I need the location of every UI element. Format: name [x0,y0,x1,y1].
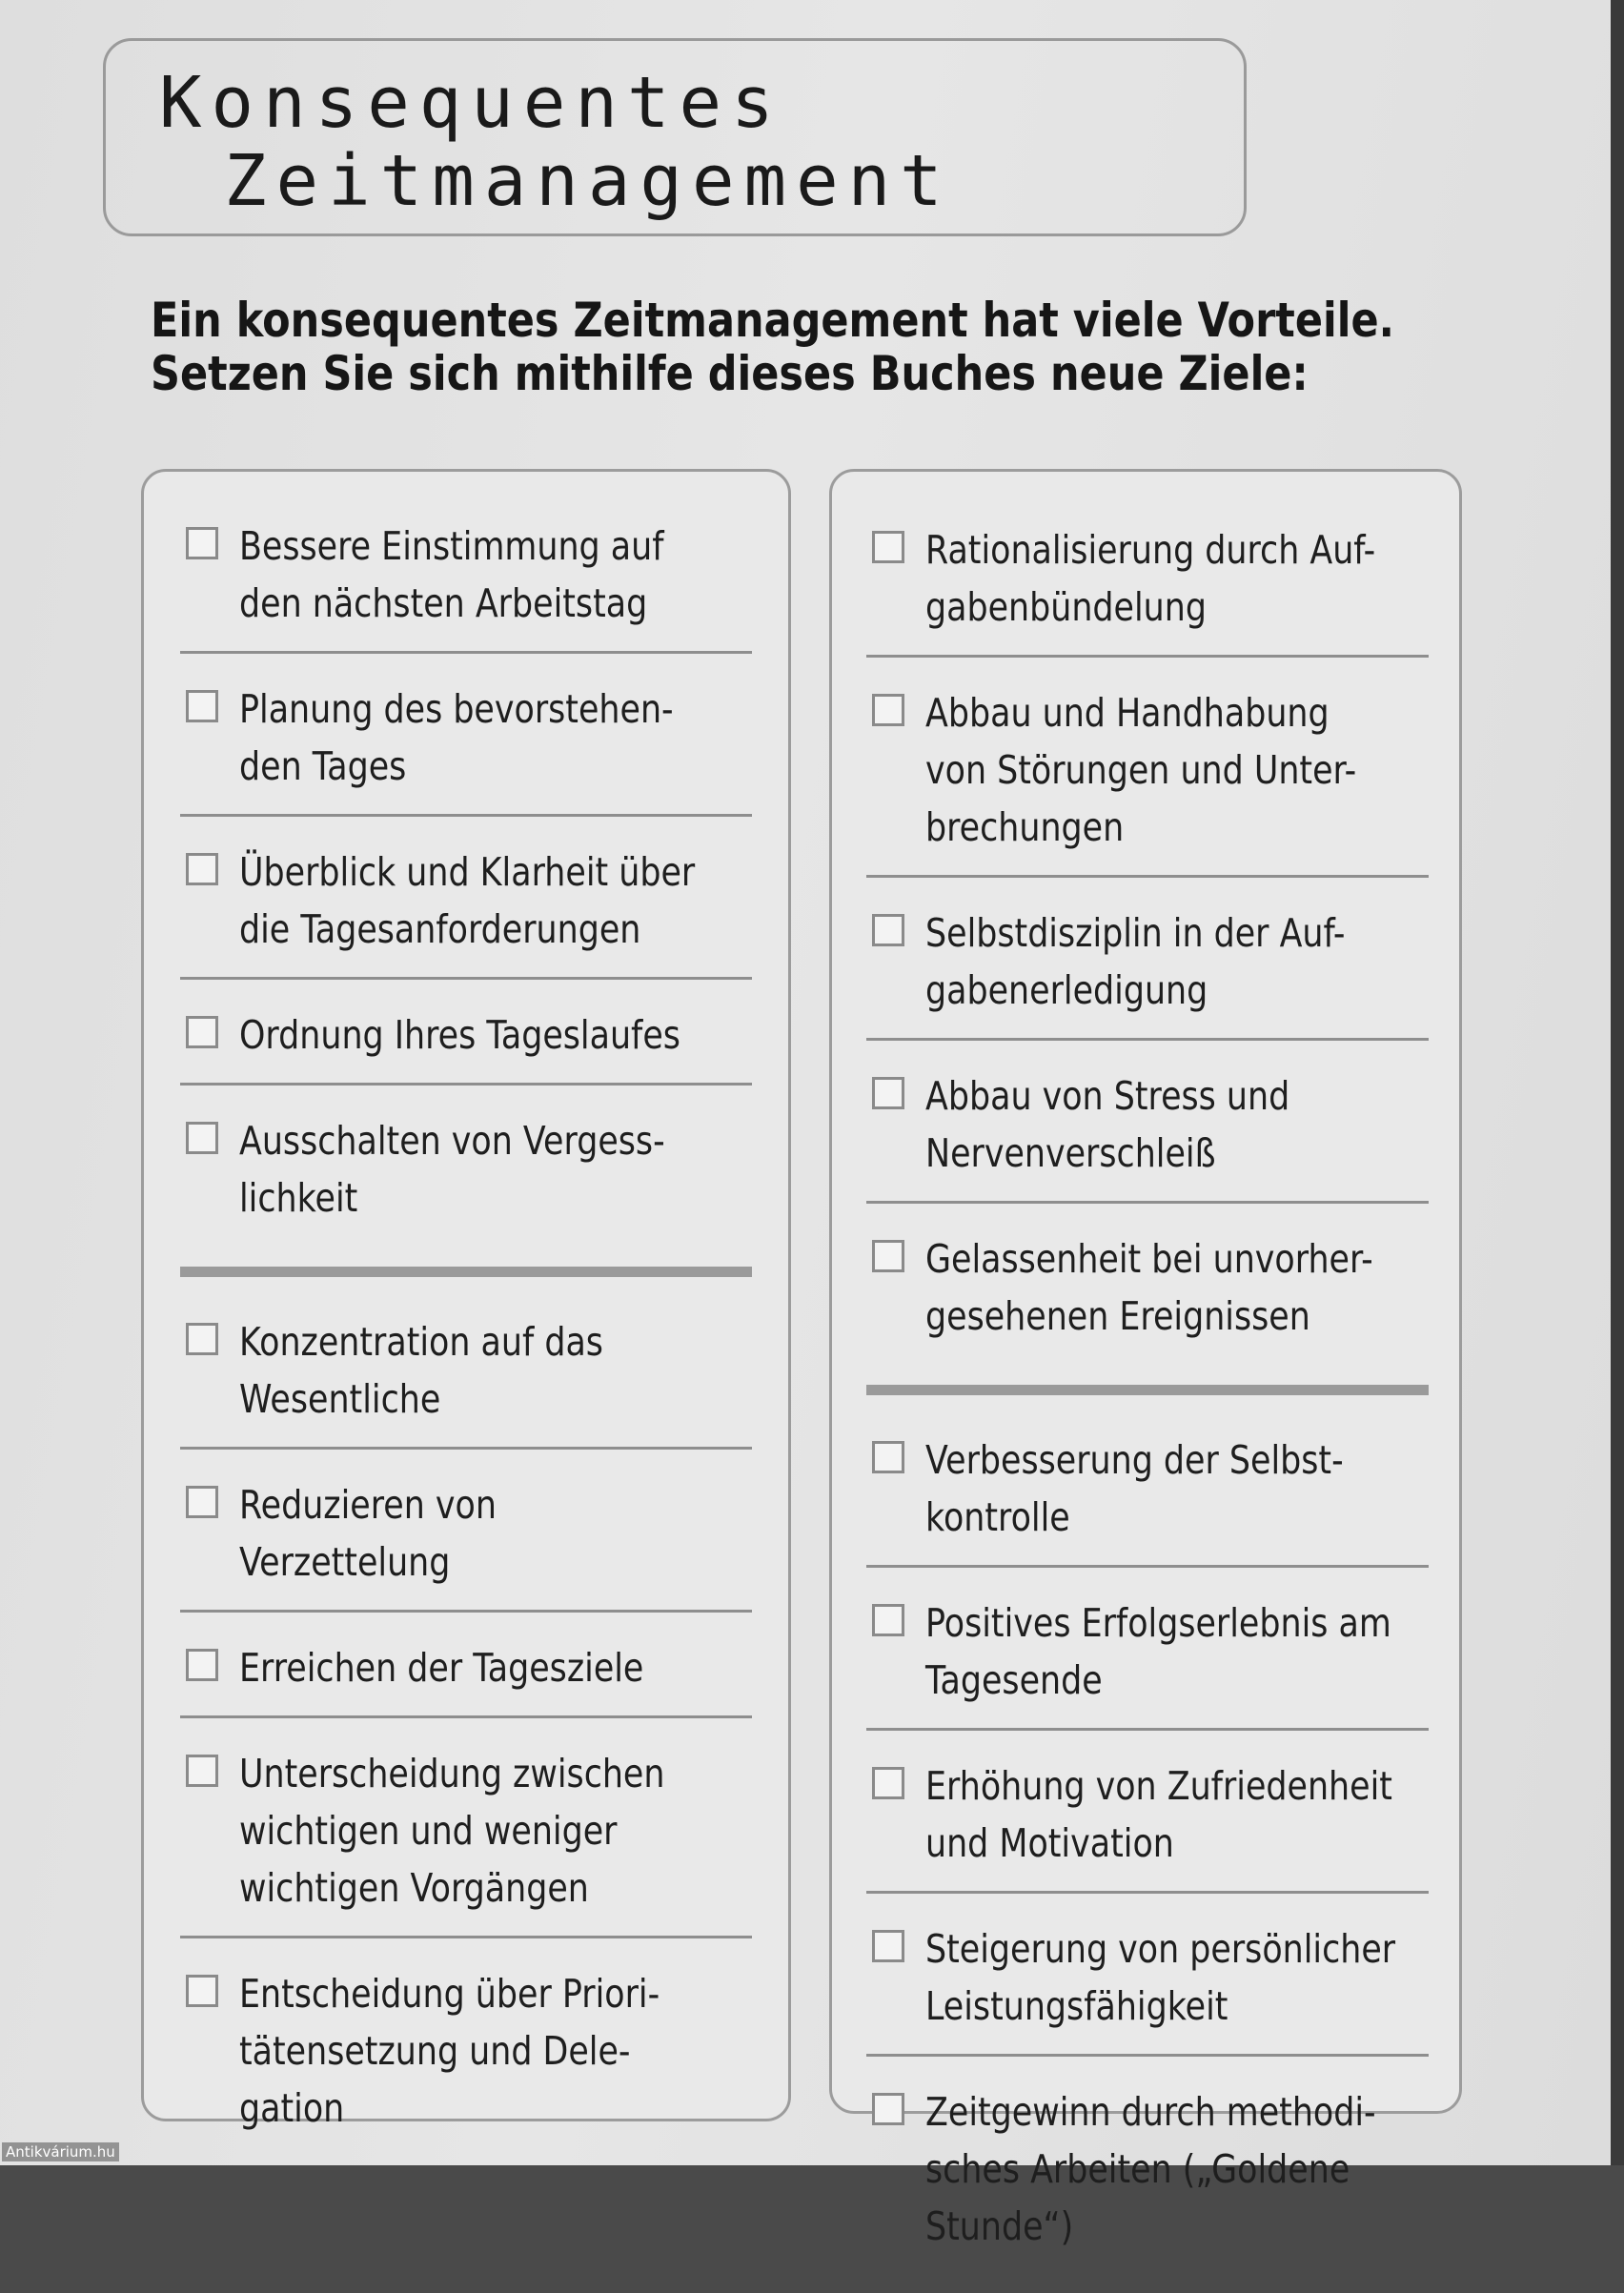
watermark: Antikvárium.hu [2,2142,119,2161]
checkbox[interactable] [186,853,218,885]
checkbox[interactable] [872,1930,904,1962]
checklist-item [180,1737,752,1938]
checklist-item-label: Entscheidung über Priori- tätensetzung und Dele- gation [239,1971,660,2131]
group-divider [866,1385,1429,1395]
checkbox[interactable] [872,1604,904,1636]
checklist-item [180,1105,752,1246]
checklist-item [180,1469,752,1613]
checklist-item-label: Unterscheidung zwischen wichtigen und weniger wichtigen Vorgängen [239,1751,665,1911]
checklist-item [180,836,752,980]
checklist-item-label: Ordnung Ihres Tageslaufes [239,1012,680,1058]
checklist-item-label: Bessere Einstimmung auf den nächsten Arbeitstag [239,523,664,626]
checklist-item-label: Zeitgewinn durch methodi- sches Arbeiten („Goldene Stunde“) [925,2089,1376,2249]
checkbox[interactable] [186,1323,218,1355]
checklist-item-label: Abbau und Handhabung von Störungen und Unter- brechungen [925,690,1357,850]
checkbox[interactable] [872,1767,904,1799]
checklist-item [866,1223,1429,1364]
group-divider [180,1267,752,1277]
checklist-item [180,510,752,654]
checkbox[interactable] [186,1975,218,2007]
checkbox[interactable] [186,527,218,559]
checklist-item [180,1958,752,2156]
checklist-item-label: Erreichen der Tagesziele [239,1645,644,1691]
checklist-item [866,1587,1429,1731]
checklist-item-label: Erhöhung von Zufriedenheit und Motivation [925,1763,1392,1866]
right-group-2 [866,1424,1429,2274]
checkbox[interactable] [872,1441,904,1473]
title-line-1: Konsequentes [159,62,783,144]
checkbox[interactable] [186,1755,218,1787]
right-group-1 [866,514,1429,1364]
right-checklist [866,514,1429,2293]
checklist-item [866,2076,1429,2274]
checklist-item-label: Planung des bevorstehen- den Tages [239,686,674,789]
left-group-1 [180,510,752,1246]
checklist-item [180,999,752,1086]
checklist-item [180,1632,752,1718]
checklist-item [866,1424,1429,1568]
checkbox[interactable] [872,1240,904,1272]
checkbox[interactable] [186,1016,218,1048]
checklist-item-label: Überblick und Klarheit über die Tagesanforderungen [239,849,696,952]
checklist-item-label: Verbesserung der Selbst- kontrolle [925,1437,1344,1540]
checkbox[interactable] [872,2093,904,2125]
checkbox[interactable] [186,1486,218,1518]
checklist-item [866,1750,1429,1894]
checklist-item-label: Rationalisierung durch Auf- gabenbündelung [925,527,1376,630]
left-checklist-panel [141,469,791,2131]
checklist-item-label: Reduzieren von Verzettelung [239,1482,497,1585]
checklist-item [866,1913,1429,2057]
checklist-item-label: Abbau von Stress und Nervenverschleiß [925,1073,1290,1176]
checklist-item [866,677,1429,878]
checkbox[interactable] [186,690,218,722]
checkbox[interactable] [186,1649,218,1681]
left-group-2 [180,1306,752,2156]
checkbox[interactable] [872,531,904,563]
left-checklist [180,510,752,2175]
checklist-item-label: Selbstdisziplin in der Auf- gabenerledigung [925,910,1346,1013]
checklist-item [866,514,1429,658]
checklist-item-label: Konzentration auf das Wesentliche [239,1319,603,1422]
checkbox[interactable] [872,1077,904,1109]
checklist-item [180,1306,752,1450]
checkbox[interactable] [186,1122,218,1154]
title-box [103,38,1247,236]
intro-text [151,293,1394,401]
right-checklist-panel [829,469,1462,2249]
checklist-item [866,897,1429,1041]
checklist-item-label: Steigerung von persönlicher Leistungsfähigkeit [925,1926,1396,2029]
checklist-item-label: Gelassenheit bei unvorher- gesehenen Ereignissen [925,1236,1373,1339]
intro-line-1: Ein konsequentes Zeitmanagement hat viele Vorteile. [151,293,1394,348]
checklist-item-label: Ausschalten von Vergess- lichkeit [239,1118,665,1221]
checklist-item [180,673,752,817]
intro-line-2: Setzen Sie sich mithilfe dieses Buches neue Ziele: [151,346,1309,401]
checkbox[interactable] [872,914,904,946]
title-line-2: Zeitmanagement [224,140,952,222]
checklist-item [866,1060,1429,1204]
checkbox[interactable] [872,694,904,726]
checklist-item-label: Positives Erfolgserlebnis am Tagesende [925,1600,1391,1703]
